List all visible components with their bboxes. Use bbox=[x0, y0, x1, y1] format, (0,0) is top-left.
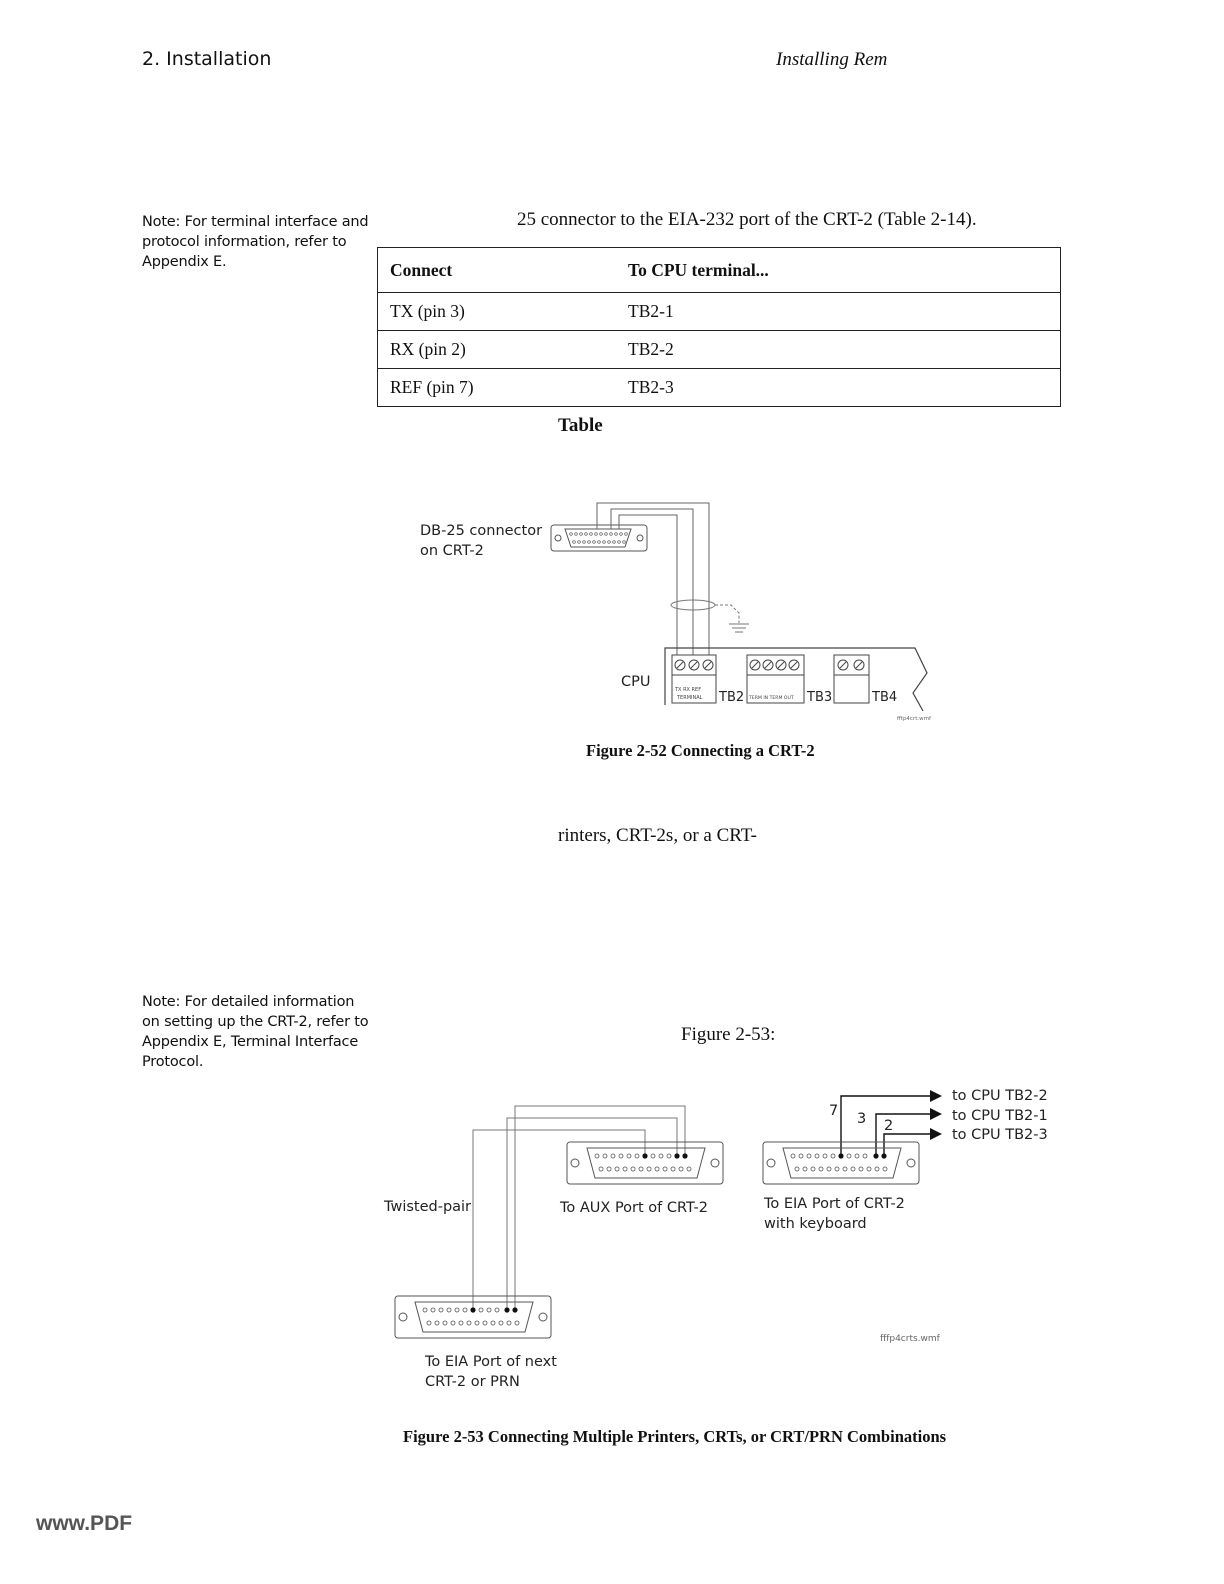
db25-label-line1: DB-25 connector bbox=[420, 523, 543, 539]
side-note-crt-setup: Note: For detailed information on setting up the CRT-2, refer to Appendix E, Terminal Interface Protocol. bbox=[142, 994, 369, 1070]
eia-port-label-line2: with keyboard bbox=[764, 1216, 867, 1232]
next-device-label-line1: To EIA Port of next bbox=[425, 1354, 557, 1370]
to-cpu-tb2-1-label: to CPU TB2-1 bbox=[952, 1108, 1048, 1124]
cpu-label: CPU bbox=[621, 674, 651, 690]
tb2-terminal-block bbox=[672, 655, 716, 703]
watermark: www.PDF bbox=[36, 1512, 133, 1535]
tb4-terminal-block bbox=[834, 655, 869, 703]
next-device-label-line2: CRT-2 or PRN bbox=[425, 1374, 520, 1390]
table-cell: TB2-3 bbox=[616, 369, 1061, 407]
figure1-file-tag: fftp4crt.wmf bbox=[897, 716, 931, 722]
aux-port-label: To AUX Port of CRT-2 bbox=[560, 1200, 709, 1216]
pin-7-label: 7 bbox=[829, 1103, 839, 1119]
aux-port-connector-icon bbox=[567, 1142, 723, 1184]
next-device-connector-icon bbox=[395, 1296, 551, 1338]
svg-text:TERM IN TERM OUT: TERM IN TERM OUT bbox=[749, 696, 794, 701]
multiple-crt-diagram bbox=[375, 1082, 1065, 1402]
pin-3-label: 3 bbox=[857, 1111, 867, 1127]
tb3-label: TB3 bbox=[807, 690, 833, 705]
ground-icon bbox=[729, 624, 749, 632]
crt2-connection-diagram bbox=[375, 495, 955, 730]
table-caption: Table bbox=[558, 415, 603, 436]
arrow-icons bbox=[930, 1090, 942, 1140]
figure-2-52-caption: Figure 2-52 Connecting a CRT-2 bbox=[586, 741, 815, 760]
connection-table bbox=[377, 247, 1061, 407]
table-row bbox=[378, 331, 1061, 369]
table-row bbox=[378, 293, 1061, 331]
table-cell: RX (pin 2) bbox=[378, 331, 617, 369]
table-header-connect: Connect bbox=[378, 248, 617, 293]
table-header-row bbox=[378, 248, 1061, 293]
figure-reference: Figure 2-53: bbox=[681, 1024, 776, 1045]
svg-text:TX RX REF: TX RX REF bbox=[675, 687, 702, 693]
db25-label-line2: on CRT-2 bbox=[420, 543, 484, 559]
table-cell: TX (pin 3) bbox=[378, 293, 617, 331]
body-text-fragment: rinters, CRT-2s, or a CRT- bbox=[558, 825, 757, 846]
pin-2-label: 2 bbox=[884, 1118, 894, 1134]
to-cpu-tb2-3-label: to CPU TB2-3 bbox=[952, 1127, 1048, 1143]
tb2-label: TB2 bbox=[719, 690, 745, 705]
running-title: Installing Rem bbox=[776, 49, 888, 70]
section-header: 2. Installation bbox=[142, 48, 272, 70]
table-cell: TB2-1 bbox=[616, 293, 1061, 331]
side-note-terminal: Note: For terminal interface and protocol information, refer to Appendix E. bbox=[142, 214, 369, 270]
to-cpu-tb2-2-label: to CPU TB2-2 bbox=[952, 1088, 1048, 1104]
table-cell: REF (pin 7) bbox=[378, 369, 617, 407]
figure-2-53-caption: Figure 2-53 Connecting Multiple Printers, CRTs, or CRT/PRN Combinations bbox=[403, 1427, 947, 1446]
eia-port-connector-icon bbox=[763, 1142, 919, 1184]
eia-port-label-line1: To EIA Port of CRT-2 bbox=[764, 1196, 905, 1212]
tb3-terminal-block bbox=[747, 655, 804, 703]
table-row bbox=[378, 369, 1061, 407]
figure2-file-tag: fffp4crts.wmf bbox=[880, 1334, 940, 1344]
db25-connector-icon bbox=[551, 525, 647, 551]
table-cell: TB2-2 bbox=[616, 331, 1061, 369]
svg-text:TERMINAL: TERMINAL bbox=[677, 695, 703, 701]
cable-wires bbox=[597, 503, 709, 655]
table-header-terminal: To CPU terminal... bbox=[616, 248, 1061, 293]
tb4-label: TB4 bbox=[872, 690, 898, 705]
intro-text: 25 connector to the EIA-232 port of the CRT-2 (Table 2-14). bbox=[517, 209, 977, 230]
twisted-pair-label: Twisted-pair bbox=[384, 1199, 472, 1215]
